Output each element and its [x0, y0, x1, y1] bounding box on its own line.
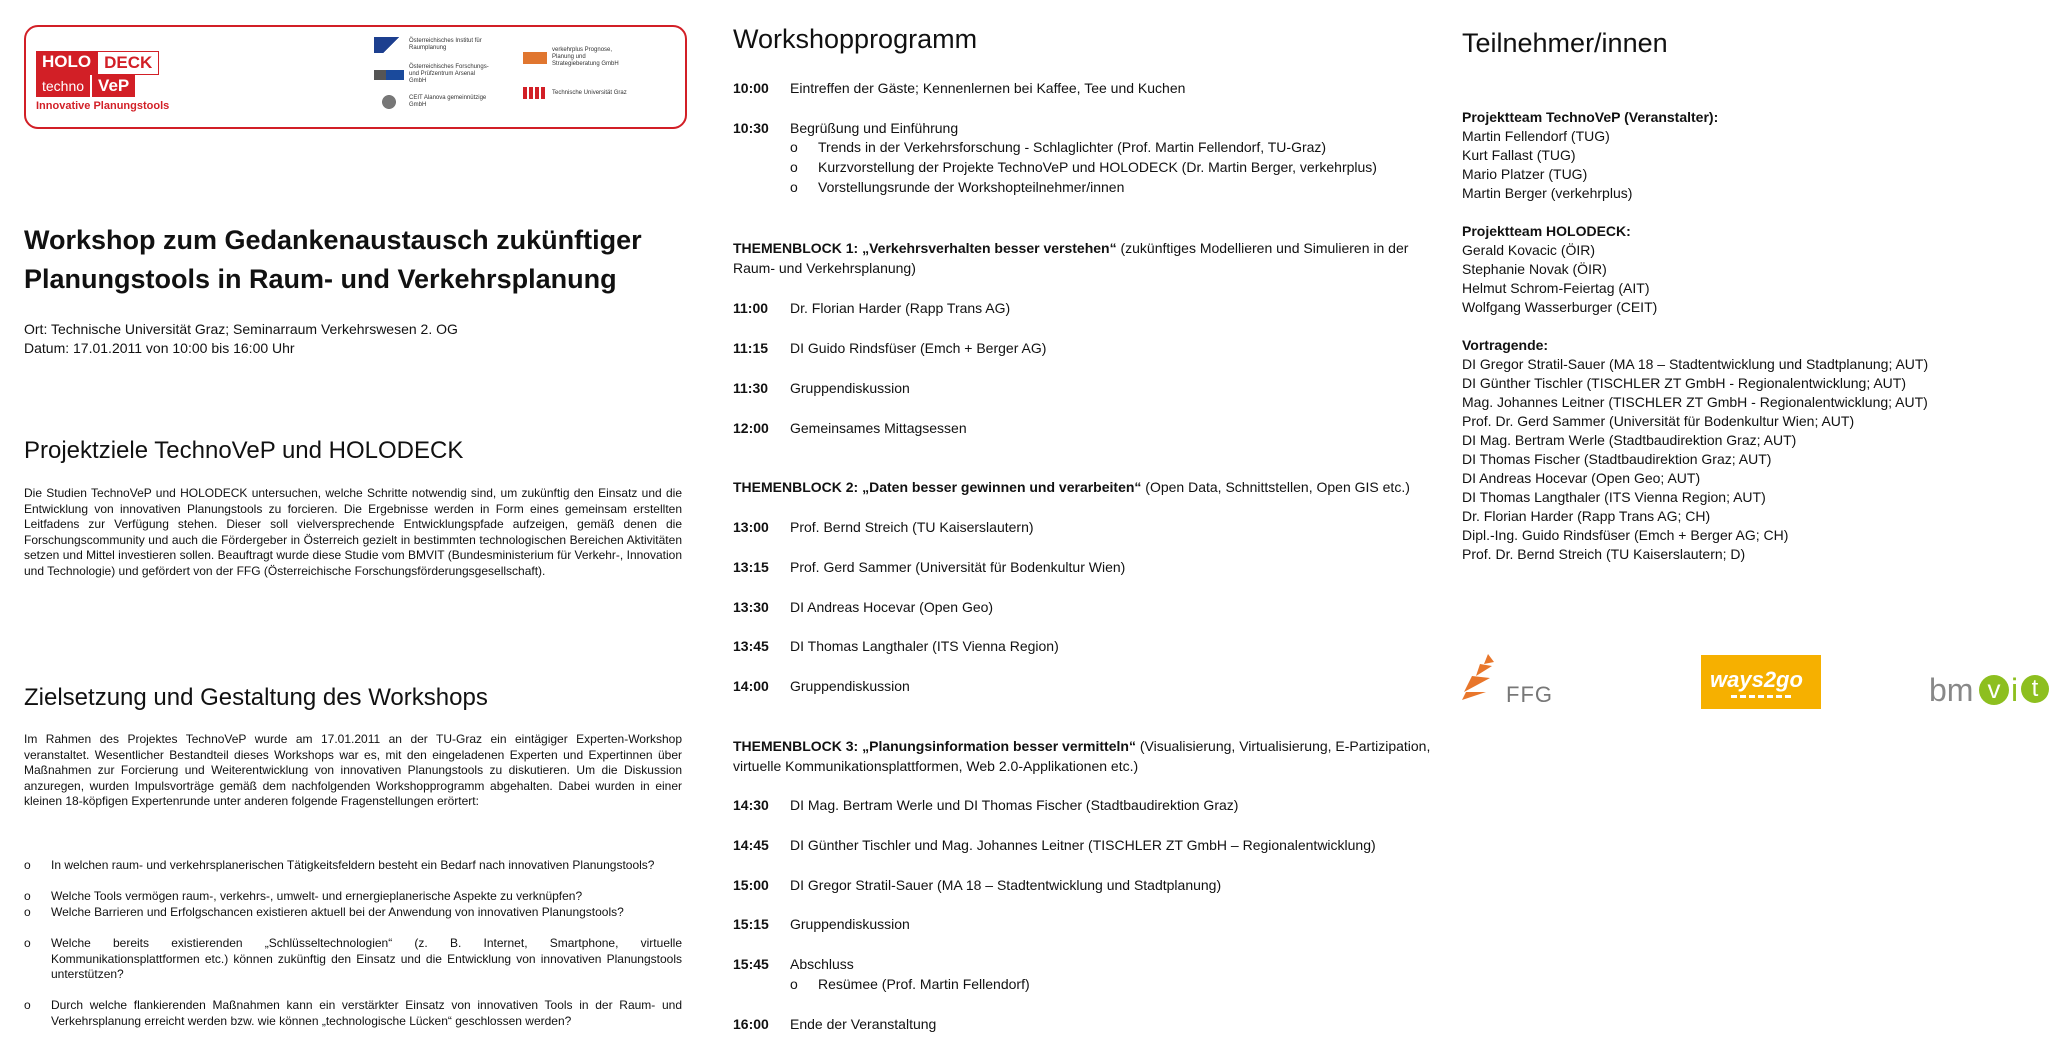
speaker: DI Thomas Langthaler (ITS Vienna Region; AUT): [1462, 489, 1766, 505]
speaker: Prof. Dr. Bernd Streich (TU Kaiserslautern; D): [1462, 546, 1746, 562]
tugraz-logo-icon: [523, 87, 547, 99]
page-title: Workshop zum Gedankenaustausch zukünftiger Planungstools in Raum- und Verkehrsplanung: [24, 225, 642, 294]
question-bullet: o Welche Barrieren und Erfolgschancen existieren aktuell bei der Anwendung von innovativen Planungstools?: [24, 905, 682, 921]
question-bullet: o Welche Tools vermögen raum-, verkehrs-, umwelt- und ernergieplanerische Aspekte zu verknüpfen?: [24, 889, 682, 905]
partner-oir: Österreichisches Institut für Raumplanung: [374, 37, 491, 53]
logo-deck: DECK: [97, 51, 159, 75]
participant: Stephanie Novak (ÖIR): [1462, 261, 1607, 277]
participant: Gerald Kovacic (ÖIR): [1462, 242, 1596, 258]
partner-ceit: CEIT Alanova gemeinnützige GmbH: [374, 94, 491, 110]
speaker: DI Günther Tischler (TISCHLER ZT GmbH - Regionalentwicklung; AUT): [1462, 375, 1906, 391]
question-bullet: o In welchen raum- und verkehrsplanerischen Tätigkeitsfeldern besteht ein Bedarf nach innovativen Planungstools?: [24, 858, 682, 874]
speaker: Dr. Florian Harder (Rapp Trans AG; CH): [1462, 508, 1711, 524]
speaker: DI Mag. Bertram Werle (Stadtbaudirektion Graz; AUT): [1462, 432, 1797, 448]
question-bullet: o Durch welche flankierenden Maßnahmen kann ein verstärkter Einsatz von innovativen Tools in der Raum- und Verkehrsplanung erreicht werden bzw. wie können „technologische Lücken“ geschlossen werden?: [24, 998, 682, 1029]
verkehrplus-logo-icon: [523, 52, 547, 64]
participant: Helmut Schrom-Feiertag (AIT): [1462, 280, 1650, 296]
participant: Martin Fellendorf (TUG): [1462, 128, 1610, 144]
date: Datum: 17.01.2011 von 10:00 bis 16:00 Uhr: [24, 340, 295, 356]
section-text-projektziele: Die Studien TechnoVeP und HOLODECK untersuchen, welche Schritte notwendig sind, um zukünftig den Einsatz und die Entwicklung von innovativen Planungstools zu forcieren. Die Ergebnisse werden in Form eines gemeinsam erstellten Leitfadens zur Verfügung stehen. Dieser soll vielversprechende Entwicklungspfade aufzeigen, gemäß denen die Forschungscommunity und auch die Fördergeber in Österreich gezielt in bestimmten technologischen Bereichen Aktivitäten setzen und Mittel investieren sollen. Beauftragt wurde diese Studie vom BMVIT (Bundesministerium für Verkehr-, Innovation und Technologie) und gefördert von der FFG (Österreichische Forschungsförderungsgesellschaft).: [24, 486, 682, 578]
speaker: Mag. Johannes Leitner (TISCHLER ZT GmbH - Regionalentwicklung; AUT): [1462, 394, 1928, 410]
ait-logo-icon: [374, 70, 404, 80]
program-subitem: o Kurzvorstellung der Projekte TechnoVeP und HOLODECK (Dr. Martin Berger, verkehrplus): [790, 159, 1377, 175]
holodeck-technovep-logo: [36, 51, 169, 112]
logo-tagline: Innovative Planungstools: [36, 100, 170, 112]
speaker: DI Gregor Stratil-Sauer (MA 18 – Stadtentwicklung und Stadtplanung; AUT): [1462, 356, 1929, 372]
themenblock-2: THEMENBLOCK 2: „Daten besser gewinnen und verarbeiten“ (Open Data, Schnittstellen, Open GIS etc.): [733, 479, 1410, 495]
partner-tugraz: Technische Universität Graz: [523, 87, 634, 99]
speaker: Prof. Dr. Gerd Sammer (Universität für Bodenkultur Wien; AUT): [1462, 413, 1855, 429]
ways2go-stripe-icon: [1731, 695, 1791, 698]
logo-holo: HOLO: [36, 51, 97, 75]
participant: Mario Platzer (TUG): [1462, 166, 1588, 182]
bmvit-logo: bm v i t: [1929, 672, 2049, 712]
team-holodeck-label: Projektteam HOLODECK:: [1462, 223, 1631, 239]
logo-techno: techno: [36, 75, 90, 97]
program-subitem: o Resümee (Prof. Martin Fellendorf): [790, 976, 1030, 992]
oir-logo-icon: [374, 37, 404, 53]
participant: Wolfgang Wasserburger (CEIT): [1462, 299, 1658, 315]
speaker: DI Thomas Fischer (Stadtbaudirektion Graz; AUT): [1462, 451, 1772, 467]
themenblock-3: THEMENBLOCK 3: „Planungsinformation besser vermitteln“ (Visualisierung, Virtualisierung, E-Partizipation, virtuelle Kommunikationsplattformen, Web 2.0-Applikationen etc.): [733, 738, 1431, 774]
speakers-label: Vortragende:: [1462, 337, 1549, 353]
section-text-zielsetzung: Im Rahmen des Projektes TechnoVeP wurde am 17.01.2011 an der TU-Graz ein eintägiger Experten-Workshop veranstaltet. Wesentlicher Bestandteil dieses Workshops war es, mit den eingeladenen Experten und Expertinnen über Maßnahmen zur Forcierung und Weiterentwicklung von innovativen Planungstools zu diskutieren. Um die Diskussion anzuregen, wurden Impulsvorträge gemäß dem nachfolgenden Workshopprogramm abgehalten. Dabei wurden in einer kleinen 18-köpfigen Expertenrunde unter anderen folgende Fragenstellungen erörtert:: [24, 732, 682, 808]
participant: Martin Berger (verkehrplus): [1462, 185, 1633, 201]
ffg-logo: FFG: [1458, 652, 1568, 708]
partner-ait: Österreichisches Forschungs- und Prüfzentrum Arsenal GmbH: [374, 64, 491, 85]
team-technovep-label: Projektteam TechnoVeP (Veranstalter):: [1462, 109, 1719, 125]
logo-vep: VeP: [92, 75, 135, 97]
program-subitem: o Vorstellungsrunde der Workshopteilnehmer/innen: [790, 179, 1125, 195]
location: Ort: Technische Universität Graz; Seminarraum Verkehrswesen 2. OG: [24, 321, 458, 337]
speaker: Dipl.-Ing. Guido Rindsfüser (Emch + Berger AG; CH): [1462, 527, 1789, 543]
participants-heading: Teilnehmer/innen: [1462, 28, 1668, 58]
ways2go-logo: ways2go: [1701, 655, 1821, 709]
section-heading-zielsetzung: Zielsetzung und Gestaltung des Workshops: [24, 684, 488, 711]
partner-verkehrplus: verkehrplus Prognose, Planung und Strategieberatung GmbH: [523, 47, 634, 68]
ceit-logo-icon: [374, 94, 404, 110]
program-heading: Workshopprogramm: [733, 24, 978, 54]
header-logo-box: [24, 25, 687, 129]
program-subitem: o Trends in der Verkehrsforschung - Schlaglichter (Prof. Martin Fellendorf, TU-Graz): [790, 139, 1327, 155]
question-bullet: o Welche bereits existierenden „Schlüsseltechnologien“ (z. B. Internet, Smartphone, virtuelle Kommunikationsplattformen etc.) können zukünftig den Einsatz und die Entwicklung von innovativen Planungstools unterstützen?: [24, 936, 682, 983]
section-heading-projektziele: Projektziele TechnoVeP und HOLODECK: [24, 437, 464, 464]
speaker: DI Andreas Hocevar (Open Geo; AUT): [1462, 470, 1701, 486]
participant: Kurt Fallast (TUG): [1462, 147, 1576, 163]
themenblock-1: THEMENBLOCK 1: „Verkehrsverhalten besser verstehen“ (zukünftiges Modellieren und Simulieren in der Raum- und Verkehrsplanung): [733, 240, 1409, 276]
